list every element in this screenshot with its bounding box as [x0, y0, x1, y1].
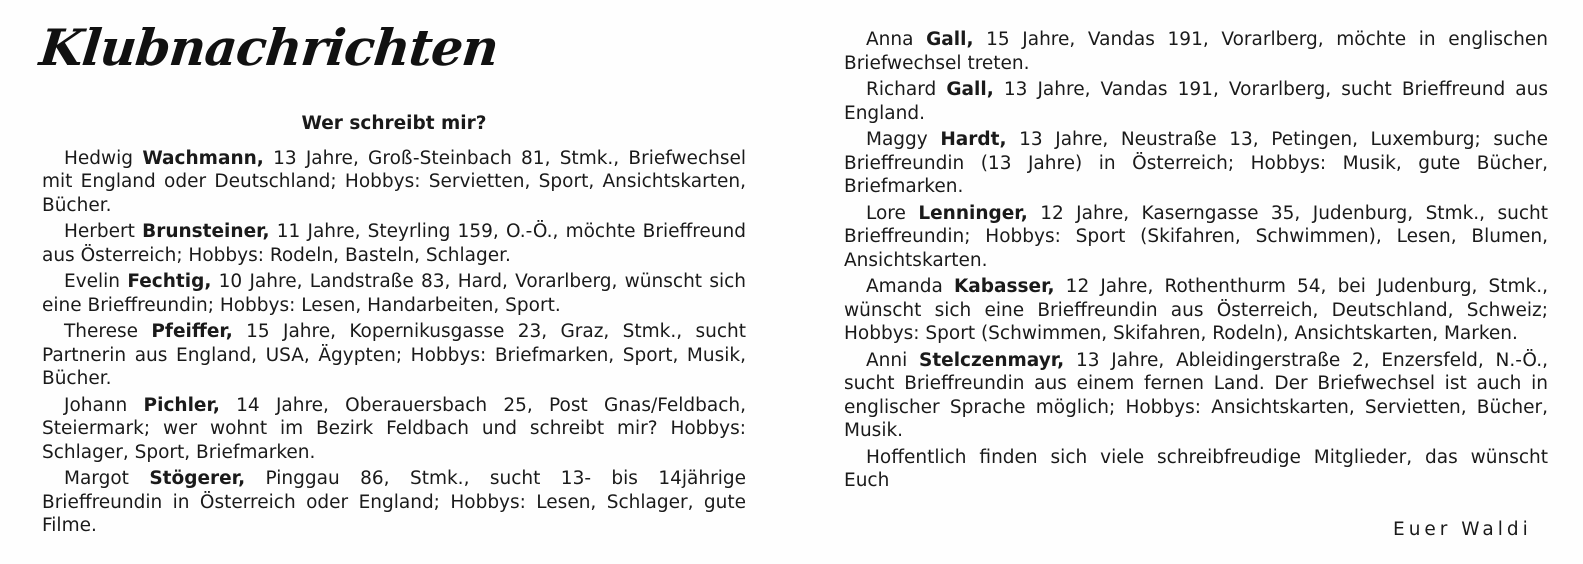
entry-first-name: Evelin — [64, 271, 121, 292]
classified-entry — [844, 275, 1548, 346]
entry-surname: Wachmann, — [142, 147, 264, 169]
entry-details: 15 Jahre, Vandas 191, Vorarlberg, möchte in englischen Briefwechsel treten. — [844, 29, 1549, 74]
entry-details: 13 Jahre, Vandas 191, Vorarlberg, sucht Brieffreund aus England. — [844, 79, 1548, 124]
entry-first-name: Therese — [64, 321, 139, 342]
entry-details: 12 Jahre, Kaserngasse 35, Judenburg, Stmk., sucht Brieffreundin; Hobbys: Sport (Skifahren, Schwimmen), Lesen, Blumen, Ansichtskarten. — [844, 202, 1549, 271]
right-column — [844, 28, 1548, 493]
entry-first-name: Anna — [866, 29, 914, 50]
entry-surname: Kabasser, — [953, 276, 1055, 297]
entry-surname: Lenninger, — [918, 202, 1028, 224]
entry-details: 11 Jahre, Steyrling 159, O.-Ö., möchte Brieffreund aus Österreich; Hobbys: Rodeln, Basteln, Schlager. — [42, 221, 746, 266]
entry-details: 13 Jahre, Ableidingerstraße 2, Enzersfeld, N.-Ö., sucht Brieffreundin aus einem fernen Land. Der Briefwechsel ist auch in englischer Sprache möglich; Hobbys: Ansichtskarten, Servietten, Bücher, Musik. — [844, 349, 1548, 441]
entry-details: 12 Jahre, Rothenthurm 54, bei Judenburg, Stmk., wünscht sich eine Brieffreundin aus Österreich, Deutschland, Schweiz; Hobbys: Sport (Schwimmen, Skifahren, Rodeln), Ansichtskarten, Marken. — [844, 276, 1548, 344]
entry-surname: Gall, — [946, 79, 994, 100]
page-title: Klubnachrichten — [36, 18, 501, 77]
left-column — [42, 112, 746, 541]
classified-entry — [42, 220, 746, 267]
entry-first-name: Hedwig — [64, 147, 134, 169]
classified-entry — [844, 128, 1548, 199]
entry-first-name: Johann — [64, 394, 128, 416]
entry-surname: Stögerer, — [149, 468, 246, 489]
entry-first-name: Maggy — [866, 129, 928, 150]
entry-details: 14 Jahre, Oberauersbach 25, Post Gnas/Feldbach, Steiermark; wer wohnt im Bezirk Feldbach und schreibt mir? Hobbys: Schlager, Sport, Briefmarken. — [42, 394, 746, 463]
entry-first-name: Lore — [866, 202, 906, 224]
entry-first-name: Margot — [64, 468, 129, 489]
entry-details: 13 Jahre, Neustraße 13, Petingen, Luxemburg; suche Brieffreundin (13 Jahre) in Österreich; Hobbys: Musik, gute Bücher, Briefmarken. — [844, 129, 1548, 197]
closing-text: Hoffentlich finden sich viele schreibfreudige Mitglieder, das wünscht Euch — [844, 446, 1548, 491]
classified-entry — [42, 147, 746, 218]
classified-entry — [42, 467, 746, 538]
entry-details: 15 Jahre, Kopernikusgasse 23, Graz, Stmk., sucht Partnerin aus England, USA, Ägypten; Hobbys: Briefmarken, Sport, Musik, Bücher. — [42, 321, 746, 389]
entry-details: 10 Jahre, Landstraße 83, Hard, Vorarlberg, wünscht sich eine Brieffreundin; Hobbys: Lesen, Handarbeiten, Sport. — [42, 271, 747, 316]
entry-surname: Hardt, — [940, 129, 1007, 150]
entry-surname: Gall, — [926, 29, 974, 50]
entry-surname: Pichler, — [143, 394, 220, 416]
classified-entry — [844, 78, 1548, 125]
entry-first-name: Anni — [866, 349, 908, 371]
entry-surname: Fechtig, — [127, 271, 212, 292]
classified-entry — [844, 349, 1548, 443]
section-heading: Wer schreibt mir? — [301, 113, 487, 134]
entry-first-name: Richard — [866, 79, 937, 100]
signature: Euer Waldi — [1393, 519, 1532, 540]
entry-surname: Stelczenmayr, — [919, 349, 1065, 371]
entry-first-name: Amanda — [866, 276, 943, 297]
entry-first-name: Herbert — [64, 221, 135, 242]
classified-entry — [42, 320, 746, 391]
classified-entry — [844, 202, 1548, 273]
entry-list-left — [42, 147, 746, 538]
classified-entry — [844, 28, 1548, 75]
entry-surname: Pfeiffer, — [151, 321, 233, 342]
entry-details: Pinggau 86, Stmk., sucht 13- bis 14jährige Brieffreundin in Österreich oder England; Hobbys: Lesen, Schlager, gute Filme. — [42, 468, 746, 536]
entry-surname: Brunsteiner, — [142, 221, 270, 242]
classified-entry — [42, 394, 746, 465]
entry-list-right — [844, 28, 1548, 443]
entry-details: 13 Jahre, Groß-Steinbach 81, Stmk., Briefwechsel mit England oder Deutschland; Hobbys: Servietten, Sport, Ansichtskarten, Bücher. — [42, 147, 746, 216]
classified-entry — [42, 270, 746, 317]
